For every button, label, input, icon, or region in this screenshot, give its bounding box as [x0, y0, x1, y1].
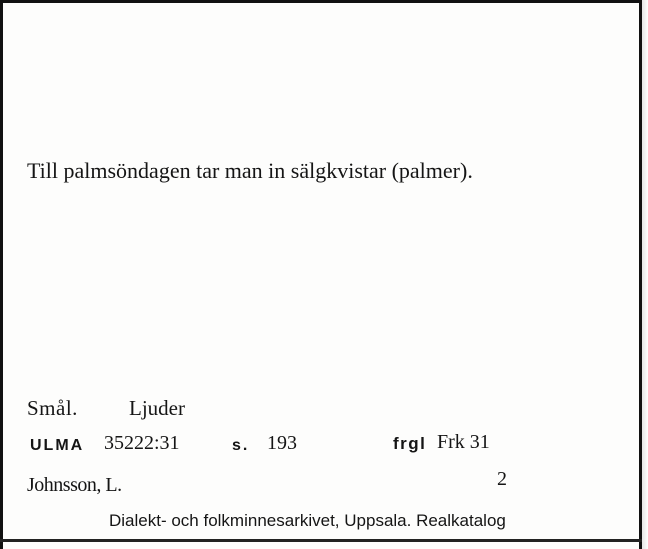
region-label: Smål. — [27, 396, 78, 420]
frgl-label: frgl — [393, 434, 427, 453]
recorder-name: Johnsson, L. — [27, 474, 122, 496]
card-border-top — [0, 0, 642, 3]
page-number: 193 — [267, 432, 297, 454]
card-border-bottom — [0, 539, 642, 542]
page-label: s. — [232, 437, 250, 454]
frgl-value: Frk 31 — [437, 431, 490, 453]
archive-footer: Dialekt- och folkminnesarkivet, Uppsala. Realkatalog — [109, 511, 506, 530]
parish-label: Ljuder — [129, 396, 185, 420]
ulma-number: 35222:31 — [104, 432, 180, 454]
ulma-label: ULMA — [30, 437, 85, 454]
card-number: 2 — [497, 468, 507, 490]
card-edge-shadow — [642, 0, 648, 549]
card-border-left — [0, 0, 3, 549]
card-main-text: Till palmsöndagen tar man in sälgkvistar (palmer). — [27, 158, 473, 183]
